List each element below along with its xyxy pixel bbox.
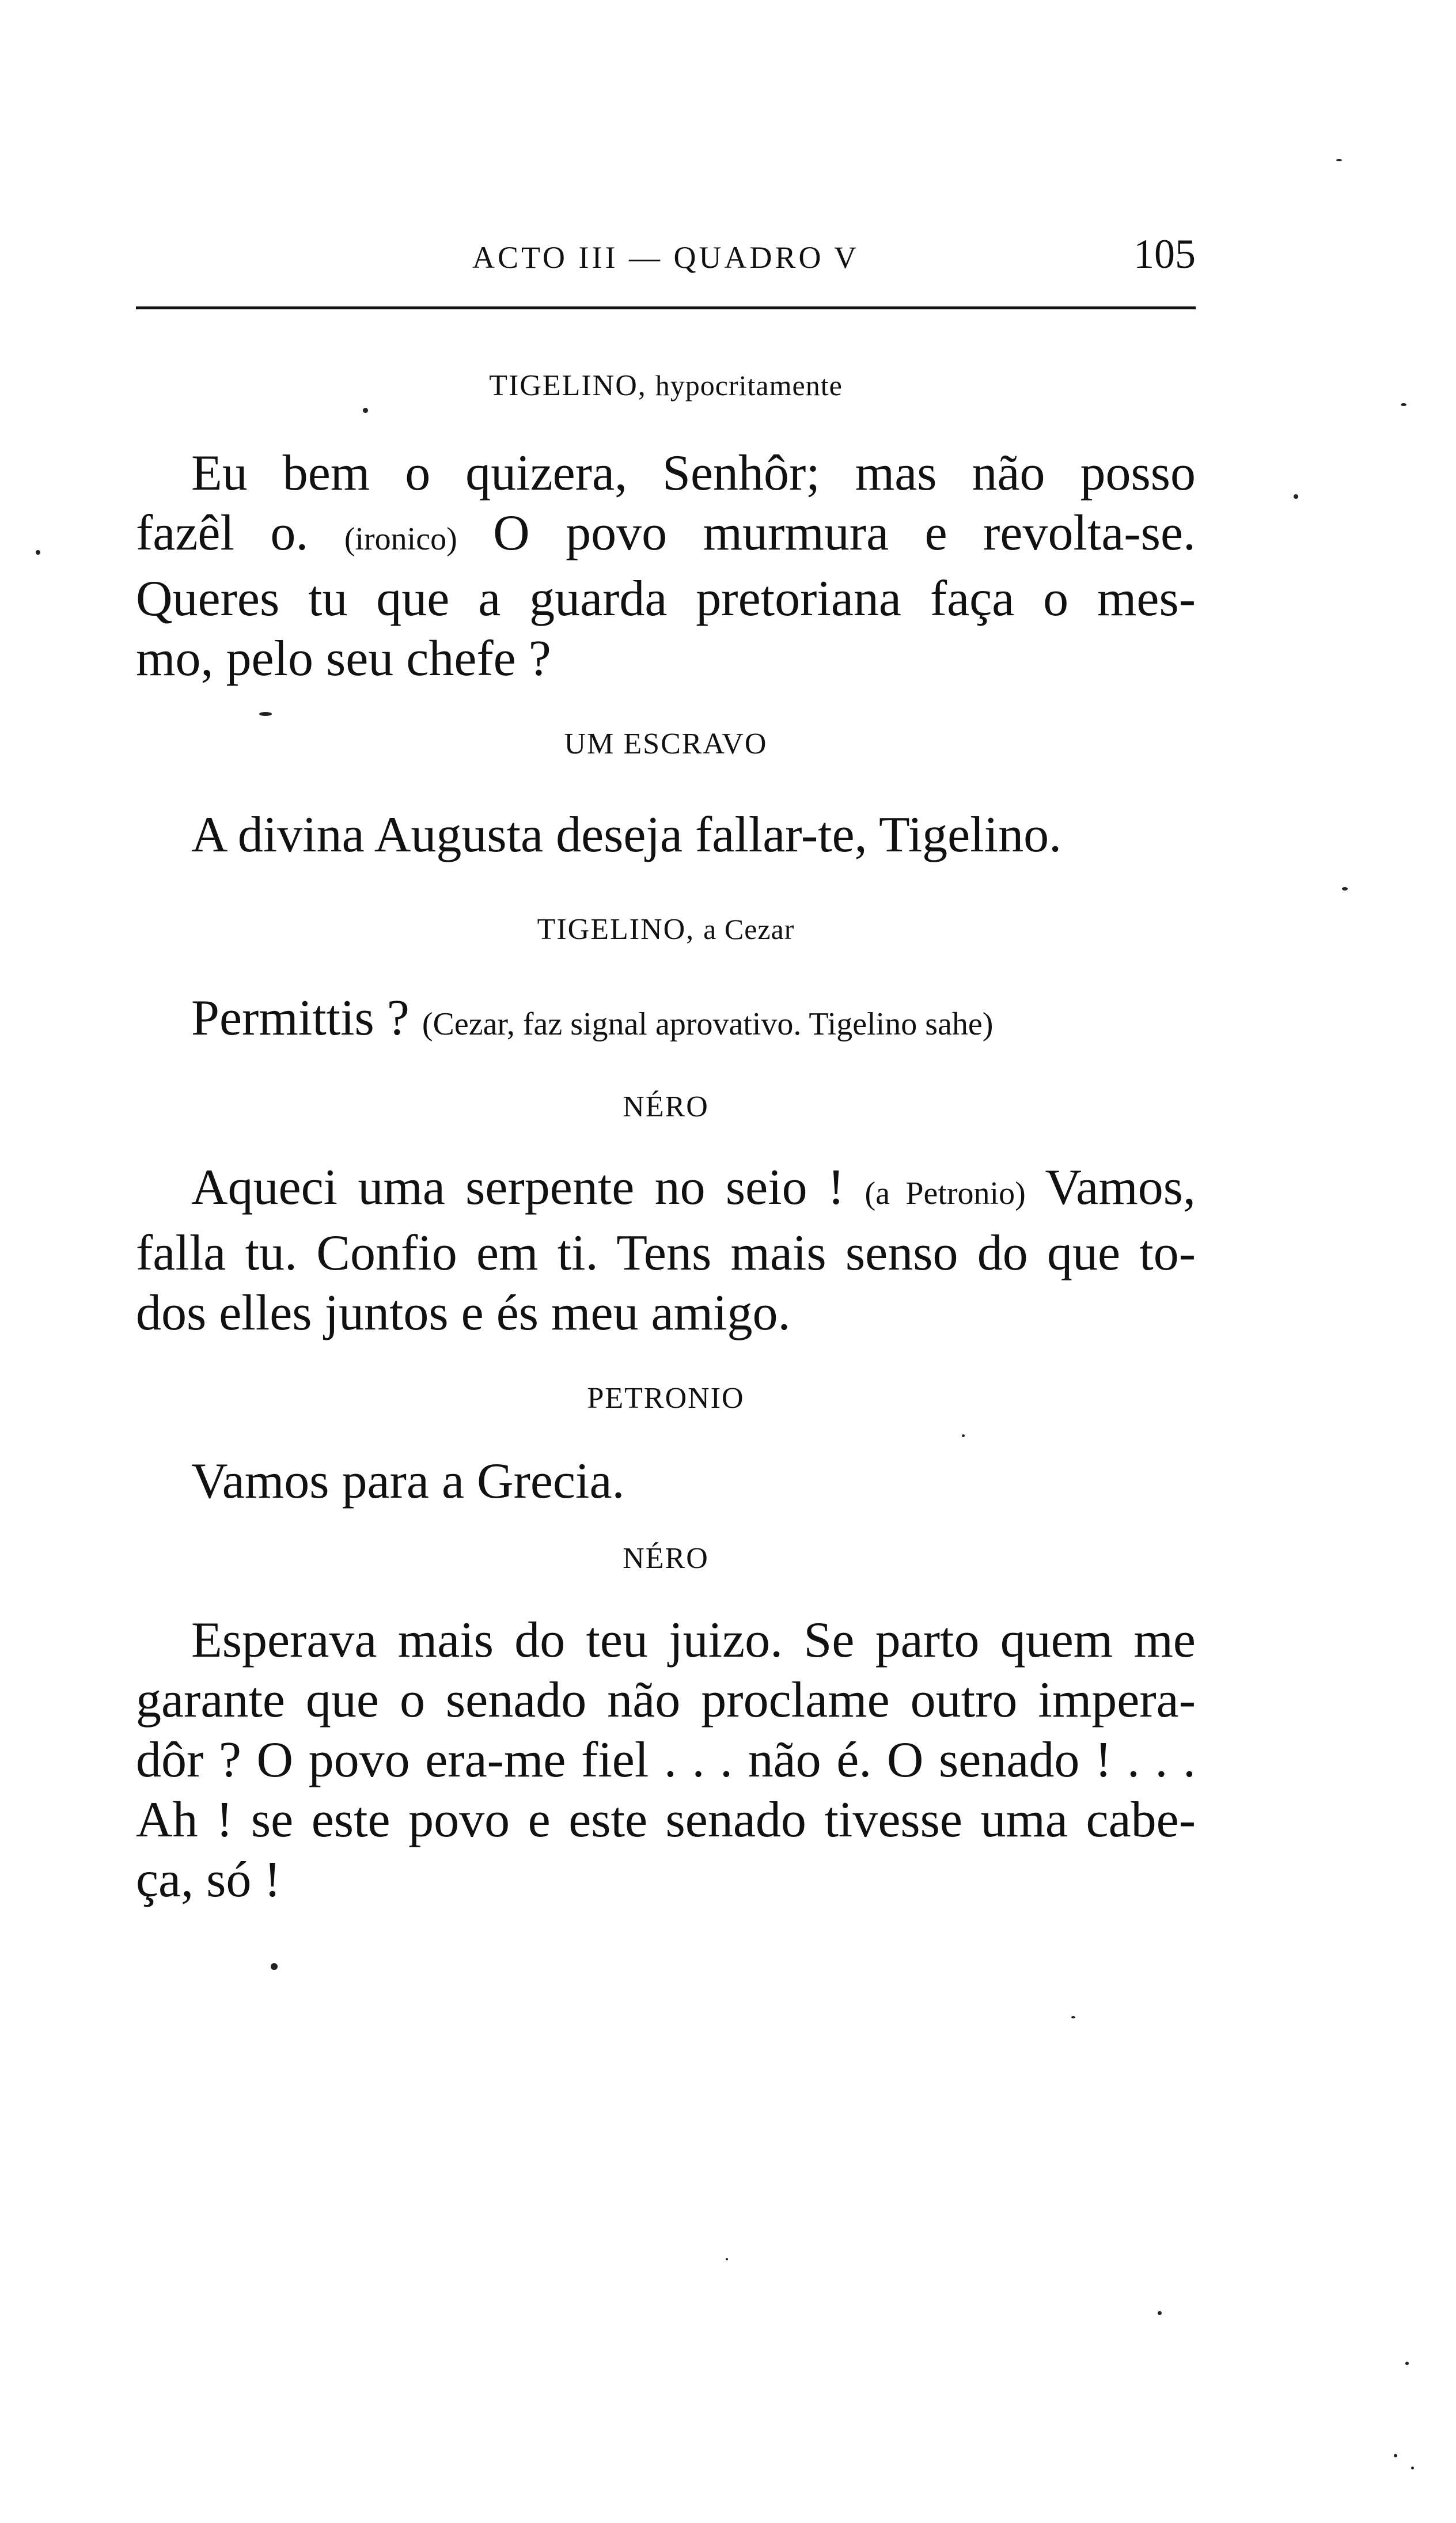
paper-speck	[1401, 403, 1406, 406]
speech-text: Aqueci uma serpente no seio !	[191, 1160, 845, 1215]
speech-line: Queres tu que a guarda pretoriana faça o mes-	[136, 571, 1196, 627]
paper-speck	[1394, 2454, 1397, 2457]
stage-direction: (a Petronio)	[864, 1176, 1026, 1211]
speech	[136, 1452, 1196, 1511]
page-number: 105	[1133, 231, 1196, 277]
paper-speck	[1411, 2467, 1414, 2469]
speech-line: Ah ! se este povo e este senado tivesse uma cabe-	[136, 1792, 1196, 1848]
stage-direction: (Cezar, faz signal aprovativo. Tigelino sahe)	[422, 1006, 994, 1042]
running-title: ACTO III — QUADRO V	[472, 240, 859, 275]
speech	[136, 444, 1196, 689]
speech	[136, 988, 1196, 1054]
speaker-name: PETRONIO	[587, 1382, 745, 1415]
stage-direction: (ironico)	[344, 521, 457, 557]
speech-line: Esperava mais do teu juizo. Se parto quem me	[191, 1612, 1196, 1668]
speech-line: mo, pelo seu chefe ?	[136, 631, 551, 687]
speech-text: Permittis ?	[191, 990, 410, 1046]
speech-text: O povo murmura e revolta-se.	[493, 505, 1196, 561]
speech-line: Vamos para a Grecia.	[191, 1453, 625, 1509]
speaker-heading	[136, 1381, 1196, 1415]
speaker-name: NÉRO	[623, 1542, 709, 1575]
paper-speck	[259, 712, 272, 716]
speaker-heading	[136, 1541, 1196, 1575]
speaker-name: TIGELINO,	[537, 913, 695, 946]
paper-speck	[962, 1434, 965, 1437]
speaker-name: UM ESCRAVO	[564, 728, 768, 760]
speaker-name: TIGELINO,	[489, 369, 647, 402]
running-head	[136, 230, 1196, 276]
speaker-name: NÉRO	[623, 1090, 709, 1123]
paper-speck	[1405, 2362, 1409, 2365]
speech-line	[136, 988, 1196, 1054]
paper-speck	[1071, 2016, 1075, 2018]
speaker-heading	[136, 912, 1196, 946]
paper-speck	[1158, 2311, 1162, 2315]
speech	[136, 1611, 1196, 1910]
speech	[136, 805, 1196, 865]
speech-line: garante que o senado não proclame outro impera-	[136, 1672, 1196, 1728]
speaker-heading	[136, 369, 1196, 403]
speech-line: A divina Augusta deseja fallar-te, Tigelino.	[191, 807, 1062, 863]
paper-speck	[363, 408, 368, 413]
paper-speck	[271, 1963, 278, 1970]
speech-line	[136, 1158, 1196, 1223]
speaker-heading	[136, 1090, 1196, 1124]
speech-line: Eu bem o quizera, Senhôr; mas não posso	[191, 445, 1196, 501]
speech-line: dos elles juntos e és meu amigo.	[136, 1285, 791, 1341]
paper-speck	[36, 550, 40, 555]
paper-speck	[1342, 887, 1348, 891]
paper-speck	[1294, 494, 1298, 499]
paper-speck	[1336, 159, 1342, 161]
header-rule	[136, 306, 1196, 309]
speech	[136, 1158, 1196, 1343]
speech-text: Vamos,	[1045, 1160, 1196, 1215]
speech-line: ça, só !	[136, 1852, 281, 1908]
speech-line	[136, 503, 1196, 569]
speaker-direction: hypocritamente	[655, 369, 843, 401]
speaker-direction: a Cezar	[703, 913, 795, 945]
speech-line: dôr ? O povo era-me fiel . . . não é. O senado ! . . .	[136, 1732, 1196, 1788]
speech-line: falla tu. Confio em ti. Tens mais senso do que to-	[136, 1225, 1196, 1281]
speech-text: fazêl o.	[136, 505, 309, 561]
paper-speck	[726, 2258, 728, 2260]
speaker-heading	[136, 727, 1196, 761]
